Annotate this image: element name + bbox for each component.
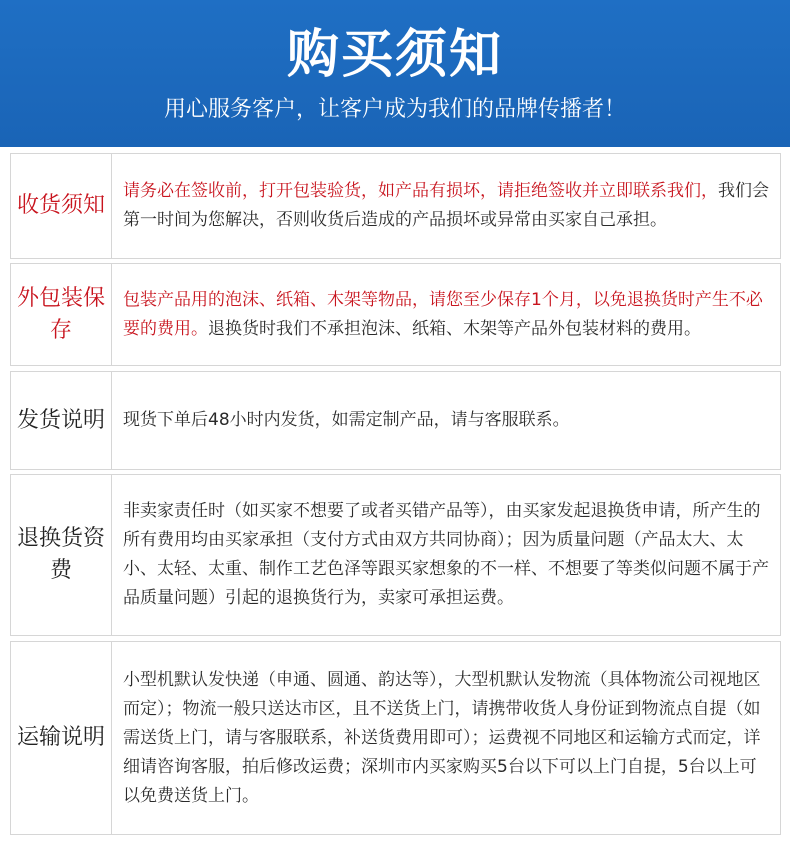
section-label: 外包装保存: [11, 264, 112, 365]
section-packaging: [10, 263, 781, 366]
section-label: 运输说明: [11, 642, 112, 834]
header-banner: [0, 0, 790, 147]
section-label: 发货说明: [11, 372, 112, 469]
page-title: 购买须知: [286, 25, 503, 85]
section-content: [123, 154, 770, 258]
highlight-text: 包装产品用的泡沫、纸箱、木架等物品，请您至少保存1个月，以免退换货时产生不必要的费用。: [123, 289, 763, 339]
section-content: [123, 264, 770, 365]
body-text: 小型机默认发快递（申通、圆通、韵达等），大型机默认发物流（具体物流公司视地区而定）；物流一般只送达市区，且不送货上门，请携带收货人身份证到物流点自提（如需送货上门，请与客服联系，补送货费用即可）；运费视不同地区和运输方式而定，详细请咨询客服，拍后修改运费；深圳市内买家购买5台以下可以上门自提，5台以上可以免费送货上门。: [123, 669, 761, 806]
section-shipping: [10, 371, 781, 470]
highlight-text: 请务必在签收前，打开包装验货，如产品有损坏，请拒绝签收并立即联系我们，: [123, 181, 718, 201]
body-text: 现货下单后48小时内发货，如需定制产品，请与客服联系。: [123, 410, 570, 430]
section-label: 收货须知: [11, 154, 112, 258]
section-receiving: [10, 153, 781, 259]
section-label: 退换货资费: [11, 475, 112, 635]
section-content: [123, 372, 770, 469]
section-content: [123, 642, 770, 834]
section-transport: [10, 641, 781, 835]
section-content: [123, 475, 770, 635]
body-text: 退换货时我们不承担泡沫、纸箱、木架等产品外包装材料的费用。: [208, 318, 701, 339]
body-text: 非卖家责任时（如买家不想要了或者买错产品等），由买家发起退换货申请，所产生的所有费用均由买家承担（支付方式由双方共同协商）；因为质量问题（产品太大、太小、太轻、太重、制作工艺色泽等跟买家想象的不一样、不想要了等类似问题不属于产品质量问题）引起的退换货行为，卖家可承担运费。: [123, 501, 769, 608]
page-subtitle: 用心服务客户，让客户成为我们的品牌传播者！: [163, 97, 626, 122]
body-text: 我们会第一时间为您解决，否则收货后造成的产品损坏或异常由买家自己承担。: [123, 181, 769, 230]
section-returns: [10, 474, 781, 636]
